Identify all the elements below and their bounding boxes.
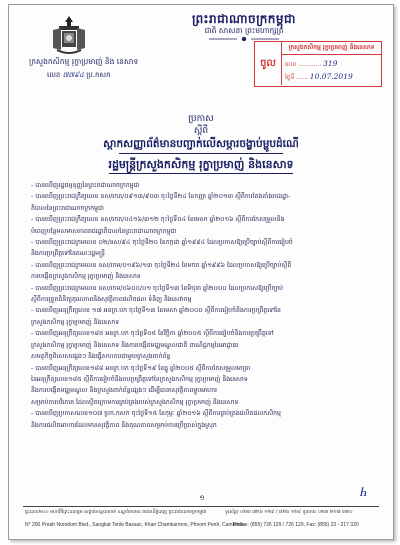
reference-number-label: លេខ	[47, 71, 61, 79]
footer-contact-khmer: ទូរស័ព្ទ៖ ០២៣ ៧២៦ ១២៩ / ៧២៦ ១២៩ ទូរសារ៖ ០២៣ ២១៧ ៣២០	[225, 510, 353, 515]
reference-line: ក្រសួងកសិកម្ម រុក្ខាប្រមាញ់ និងនេសាទ និងការបង្កើតមជ្ឈមណ្ឌលជាតិ ពាណិជ្ជកម្មនៃអាជ្ញាធរ	[31, 341, 239, 349]
ministry-name: ក្រសួងកសិកម្ម រុក្ខាប្រមាញ់ និង នេសាទ	[29, 57, 139, 66]
reference-line: - បានឃើញព្រះរាជក្រឹត្យលេខ នស/រកត/០៩១៣/៩០៣ ចុះថ្ងៃទី២៤ ខែកញ្ញា ឆ្នាំ២០១៣ ស្តីពីការតែងតាំងរាជរដ្ឋា-	[31, 193, 291, 201]
reference-line: បំពេញបន្ថែមសមាសភាពរាជរដ្ឋាភិបាលនៃព្រះរាជាណាចក្រកម្ពុជា	[31, 227, 177, 235]
stamp-number-value: 319	[323, 59, 338, 68]
reference-line: ការបង្កើតក្រសួងកសិកម្ម រុក្ខាប្រមាញ់ និងនេសាទ	[31, 273, 141, 281]
reference-line: និងការបង្កើតមជ្ឈមណ្ឌល និងក្រសួងពាក់ព័ន្ធផ្សេងៗ ដើម្បីធានាសុវត្ថិភាពម្ហូបអាហារ	[31, 387, 217, 395]
reference-line: សម្រាប់ការបរិភោគ ដែលស្ថិតក្រោមការគ្រប់គ្រងរបស់ក្រសួងកសិកម្ម រុក្ខាប្រមាញ់ និងនេសាទ	[31, 398, 239, 406]
document-page	[8, 4, 394, 540]
footer-address-khmer: ផ្ទះលេខ២០០ មហាវិថីព្រះនរោត្តម សង្កាត់ទន្លេបាសាក់ ខណ្ឌចំការមន រាជធានីភ្នំពេញ ព្រះរាជាណាចក្រកម្ពុជា	[25, 510, 207, 515]
reference-line: សមត្ថកិច្ចពិសេសផ្សេងៗ និងធ្វើសហការជាមួយក្រសួងពាក់ព័ន្ធ	[31, 353, 171, 361]
document-about: ស្តីពី	[193, 126, 209, 136]
handwritten-initial: Ⴙ	[360, 488, 368, 499]
reference-line: - បានឃើញព្រះរាជក្រមលេខ នស/រកម/០១៩៦/១៣ ចុះថ្ងៃទី២៤ ខែមករា ឆ្នាំ១៩៩៦ ដែលប្រកាសឱ្យប្រើច្បាប់ស្តីពី	[31, 261, 292, 269]
footer-contact-english: Phone: (855) 726 129 / 726 129, Fax: (855) 23 - 217 320	[233, 522, 359, 528]
issuer-title: រដ្ឋមន្ត្រីក្រសួងកសិកម្ម រុក្ខាប្រមាញ់ និងនេសាទ	[108, 158, 294, 171]
stamp-date-row: ថ្ងៃទី ...... 10.07.2019	[285, 72, 353, 81]
reference-line: - បានឃើញប្រកាសលេខ១០៧ ប្រក.កសក ចុះថ្ងៃទី១៥ ខែកុម្ភៈ ឆ្នាំ២០១៦ ស្តីពីការគ្រប់គ្រងផលិតផលកសិកម្ម	[31, 410, 281, 418]
national-motto: ជាតិ សាសនា ព្រះមហាក្សត្រ	[204, 26, 284, 35]
received-stamp	[254, 41, 382, 87]
stamp-date-label: ថ្ងៃទី	[285, 74, 295, 81]
reference-number-suffix: ប្រ.កសក	[86, 71, 111, 79]
reference-line: - បានឃើញអនុក្រឹត្យលេខ១៨៨ អនក្រ.បក ចុះថ្ងៃទី១៩ ខែធ្នូ ឆ្នាំ២០០៥ ស្តីពីការកែសម្រួលមាត្រា	[31, 364, 251, 372]
reference-number	[47, 71, 177, 81]
reference-line: ស្តីពីការត្រួតពិនិត្យគុណភាពនិងសុវត្ថិភាពផលិតផល ទំនិញ និងសេវាកម្ម	[31, 296, 192, 304]
stamp-side-label: ចូល	[255, 42, 282, 85]
reference-line: និងការប្រព្រឹត្តទៅនៃគណៈរដ្ឋមន្ត្រី	[31, 250, 105, 258]
document-subject: ស្តាកសញ្ញាព័ត៌មានបញ្ជាក់លើសម្ភារចង្ខាប់ម្ហូបដំណើ	[103, 138, 299, 150]
reference-line: នៃអនុក្រឹត្យលេខ១៨៥ ស្តីពីការរៀបចំនិងការប្រព្រឹត្តទៅនៃក្រសួងកសិកម្ម រុក្ខាប្រមាញ់ និងនេសាទ	[31, 375, 248, 383]
footer-divider	[23, 506, 379, 507]
stamp-date-value: 10.07.2019	[309, 72, 353, 81]
stamp-number-row: លេខ ............ 319	[285, 59, 338, 68]
reference-line: - បានឃើញអនុក្រឹត្យលេខ ១៧ អនក្រ.បក ចុះថ្ងៃទី១៣ ខែមេសា ឆ្នាំ២០០០ ស្តីពីការរៀបចំនិងការប្រព្រឹត្តទៅនៃ	[31, 307, 281, 315]
page-number: ១	[199, 494, 205, 502]
reference-number-value: ៧៧៩៤	[62, 71, 84, 79]
reference-line: - បានឃើញអនុក្រឹត្យលេខ១៨៥ អនក្រ.បក ចុះថ្ងៃទី០៥ ខែវិច្ឆិកា ឆ្នាំ២០០៥ ស្តីពីការរៀបចំនិងការប្រព្រឹត្តទៅ	[31, 330, 274, 338]
footer-address-english: N° 200 Preah Norodom Blvd., Sangkat Tonle Bassac, Khan Chamkarmon, Phnom Penh, Cambodia	[25, 522, 245, 528]
kingdom-title: ព្រះរាជាណាចក្រកម្ពុជា	[192, 12, 296, 26]
reference-line: - បានឃើញព្រះរាជក្រមលេខ នស/រកម/០៦០០/០១ ចុះថ្ងៃទី១៣ ខែមិថុនា ឆ្នាំ២០០០ ដែលប្រកាសឱ្យប្រើច្បាប់	[31, 284, 284, 292]
stamp-header: ក្រសួងកសិកម្ម រុក្ខាប្រមាញ់ និងនេសាទ	[282, 43, 381, 55]
document-type: ប្រកាស	[188, 114, 214, 124]
reference-line: ក្រសួងកសិកម្ម រុក្ខាប្រមាញ់ និងនេសាទ	[31, 318, 120, 326]
legal-references	[31, 180, 375, 431]
reference-line: ភិបាលនៃព្រះរាជាណាចក្រកម្ពុជា	[31, 204, 104, 212]
reference-line: - បានឃើញព្រះរាជក្រមលេខ ០២/នស/៩៤ ចុះថ្ងៃទី២០ ខែកក្កដា ឆ្នាំ១៩៩៤ ដែលប្រកាសឱ្យប្រើច្បាប់ស្តីពីការរៀបចំ	[31, 239, 293, 247]
royal-emblem-icon	[47, 14, 91, 56]
issuer-underline	[109, 173, 293, 174]
stamp-number-label: លេខ	[285, 61, 297, 68]
reference-line: - បានឃើញព្រះរាជក្រឹត្យលេខ នស/រកត/០៤១៦/៣១២ ចុះថ្ងៃទី០៤ ខែមេសា ឆ្នាំ២០១៦ ស្តីពីការកែសម្រួលនិង	[31, 216, 285, 224]
reference-line: - បានឃើញរដ្ឋធម្មនុញ្ញនៃព្រះរាជាណាចក្រកម្ពុជា	[31, 182, 140, 189]
reference-line: និងការផលិតអាហារដែលមានសុវត្ថិភាព និងគុណភាពសម្រាប់ការប្រើប្រាស់ក្នុងស្រុក	[31, 421, 217, 429]
subject-underline	[119, 153, 283, 154]
